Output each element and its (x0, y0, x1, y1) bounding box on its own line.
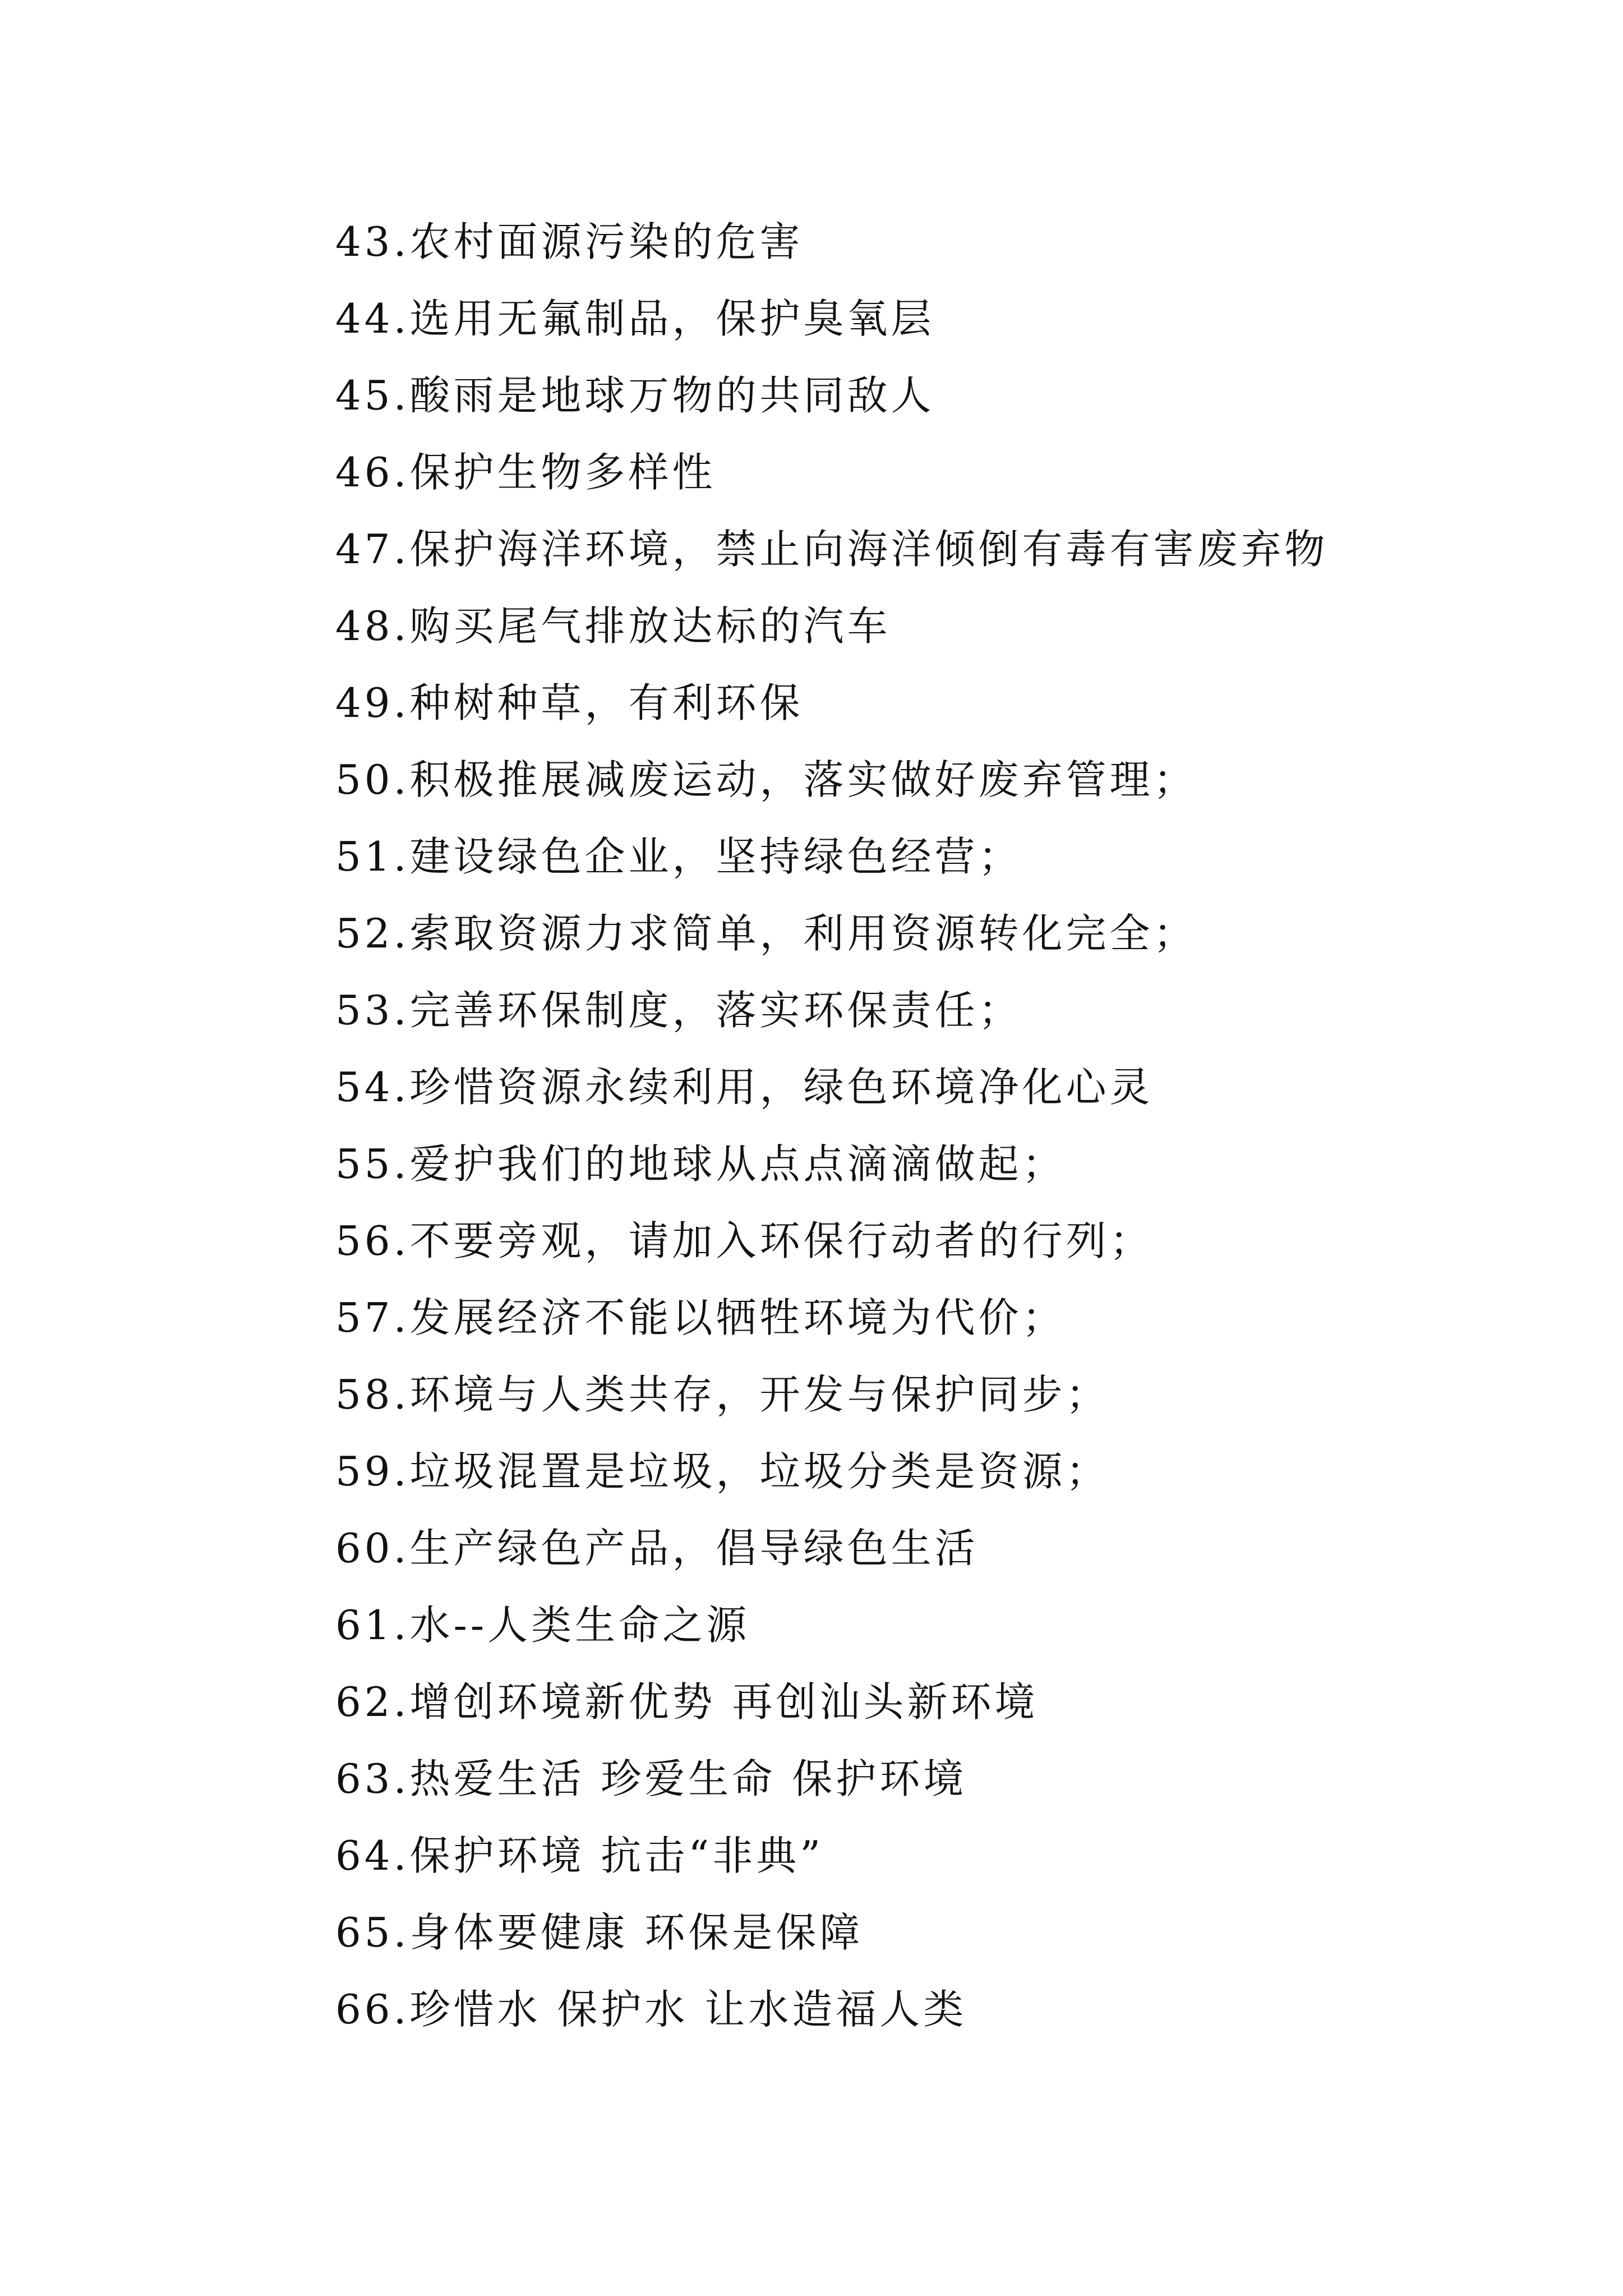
list-item: 51.建设绿色企业，坚持绿色经营； (335, 833, 1022, 880)
list-item: 44.选用无氟制品，保护臭氧层 (335, 295, 935, 342)
list-item: 61.水--人类生命之源 (335, 1602, 750, 1649)
list-item: 62.增创环境新优势 再创汕头新环境 (335, 1678, 1039, 1726)
list-item: 64.保护环境 抗击“非典” (335, 1832, 824, 1879)
list-item: 66.珍惜水 保护水 让水造福人类 (335, 1986, 967, 2033)
list-item: 50.积极推展减废运动，落实做好废弃管理； (335, 756, 1197, 803)
list-item: 46.保护生物多样性 (335, 449, 716, 496)
list-item: 48.购买尾气排放达标的汽车 (335, 602, 891, 650)
list-item: 60.生产绿色产品，倡导绿色生活 (335, 1525, 979, 1572)
list-item: 59.垃圾混置是垃圾，垃圾分类是资源； (335, 1448, 1110, 1495)
list-item: 45.酸雨是地球万物的共同敌人 (335, 372, 935, 419)
list-item: 53.完善环保制度，落实环保责任； (335, 987, 1022, 1034)
list-item: 47.保护海洋环境，禁止向海洋倾倒有毒有害废弃物 (335, 526, 1329, 573)
list-item: 56.不要旁观，请加入环保行动者的行列； (335, 1217, 1154, 1264)
list-item: 52.索取资源力求简单，利用资源转化完全； (335, 910, 1197, 957)
list-item: 65.身体要健康 环保是保障 (335, 1909, 864, 1956)
list-item: 43.农村面源污染的危害 (335, 218, 804, 265)
slogan-list (335, 211, 1329, 2055)
list-item: 55.爱护我们的地球从点点滴滴做起； (335, 1140, 1066, 1188)
list-item: 57.发展经济不能以牺牲环境为代价； (335, 1294, 1066, 1341)
list-item: 54.珍惜资源永续利用，绿色环境净化心灵 (335, 1064, 1154, 1111)
list-item: 58.环境与人类共存，开发与保护同步； (335, 1371, 1110, 1418)
list-item: 49.种树种草，有利环保 (335, 679, 804, 726)
list-item: 63.热爱生活 珍爱生命 保护环境 (335, 1755, 967, 1802)
